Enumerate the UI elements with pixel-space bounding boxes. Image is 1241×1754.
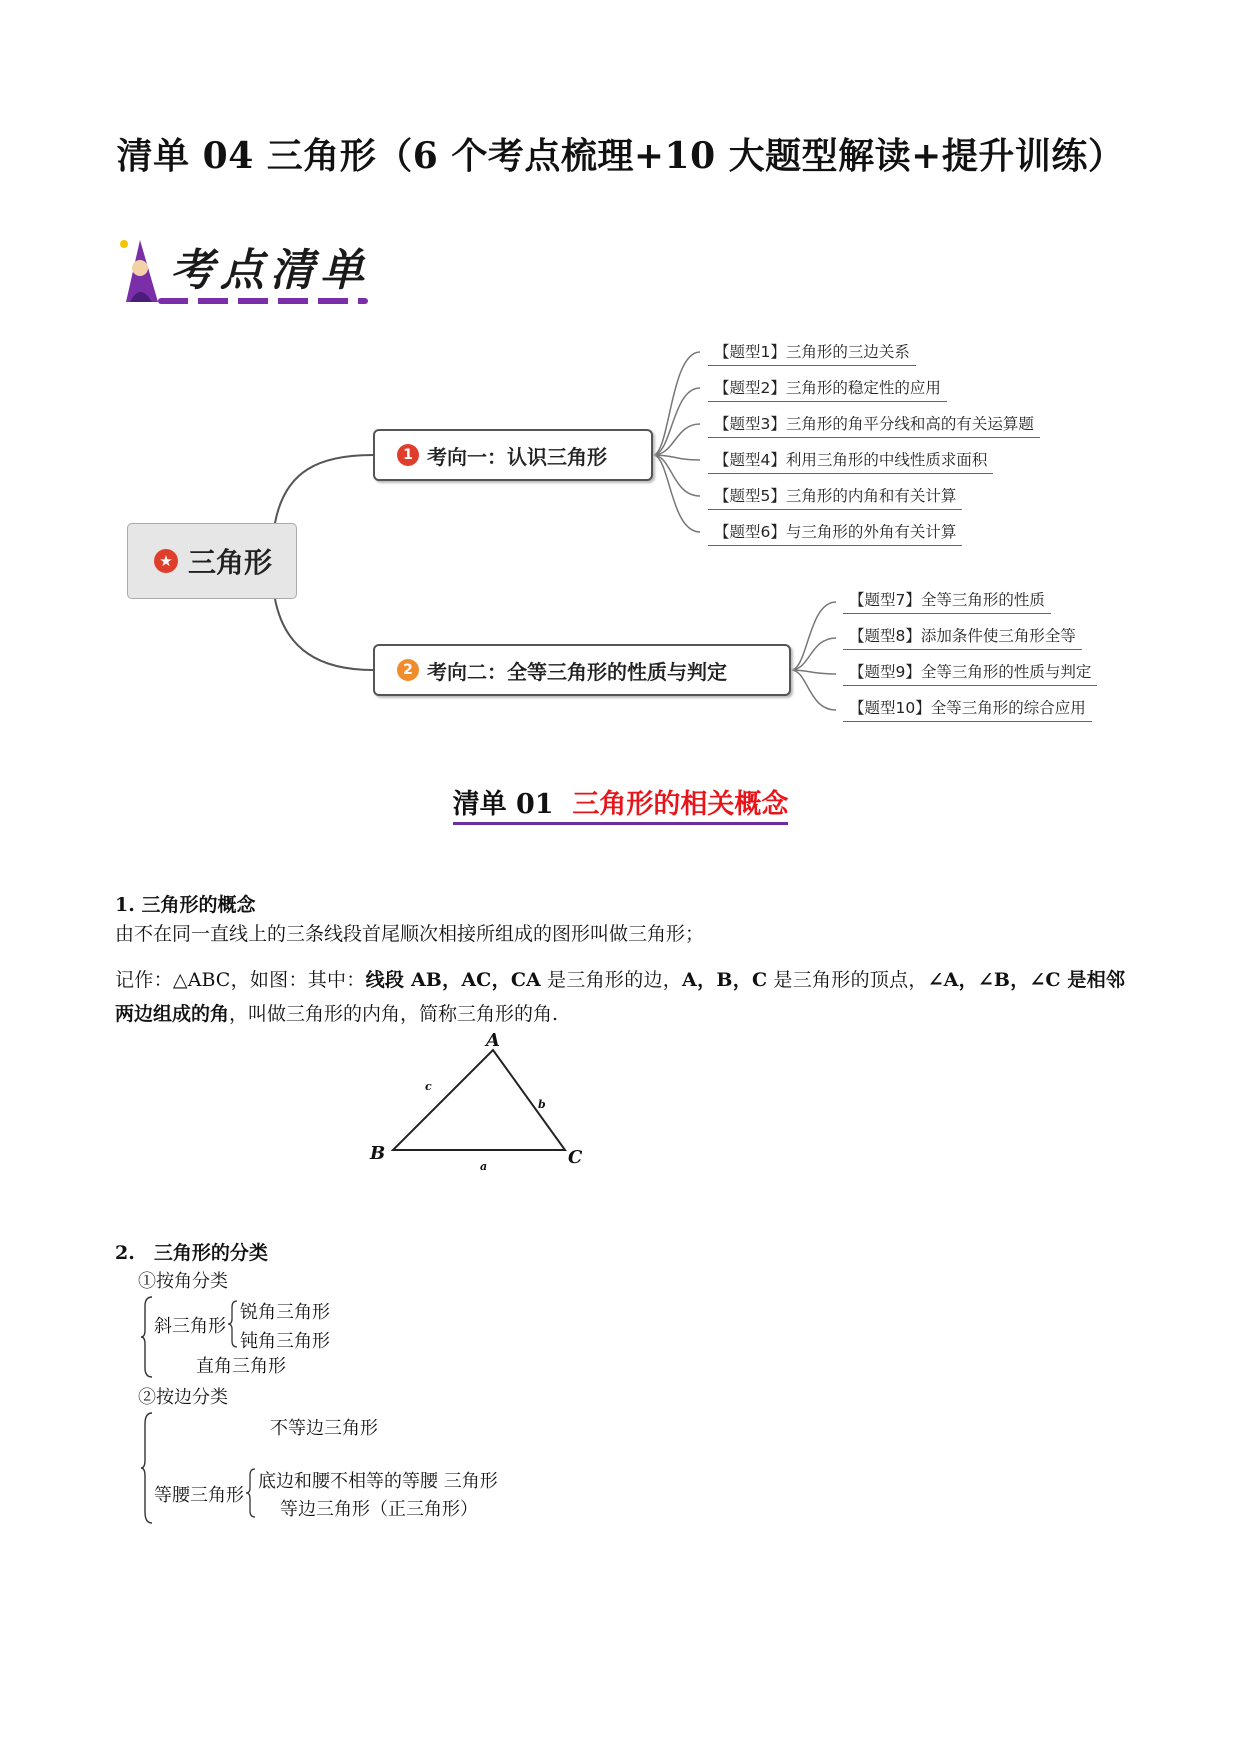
by-angle-label: ①按角分类: [138, 1271, 228, 1292]
brace-icon: [246, 1468, 256, 1518]
mindmap-leaf: 【题型1】三角形的三边关系: [708, 340, 916, 366]
mindmap-root-label: 三角形: [188, 546, 273, 579]
notation-text: 是三角形的顶点，: [767, 969, 928, 991]
section-number: 清单 01: [452, 789, 554, 820]
concept-heading: 1. 三角形的概念: [115, 894, 256, 916]
right-triangle: 直角三角形: [196, 1356, 286, 1377]
side-label-a: a: [480, 1160, 488, 1173]
section-title: 三角形的相关概念: [572, 789, 789, 820]
obtuse-triangle: 钝角三角形: [240, 1331, 330, 1352]
mindmap-leaf: 【题型9】全等三角形的性质与判定: [843, 660, 1097, 686]
notation-vertices: A，B，C: [682, 969, 768, 991]
mindmap-leaf: 【题型5】三角形的内角和有关计算: [708, 484, 962, 510]
number-badge-2: 2: [397, 659, 419, 681]
notation-text: 记作：△ABC，如图：其中：: [115, 969, 366, 991]
triangle-figure: [365, 1030, 605, 1175]
brace-icon: [141, 1412, 153, 1524]
classification-heading: 2. 三角形的分类: [115, 1242, 268, 1264]
concept-notation: [115, 963, 1125, 1031]
mindmap-root: [127, 523, 297, 599]
isosceles-non-equilateral: 底边和腰不相等的等腰 三角形: [258, 1471, 498, 1492]
scalene-triangle: 不等边三角形: [270, 1418, 378, 1439]
equilateral-triangle: 等边三角形（正三角形）: [280, 1499, 478, 1520]
star-icon: ★: [154, 549, 178, 573]
vertex-label-c: C: [568, 1147, 583, 1168]
notation-text: 是三角形的边，: [540, 969, 683, 991]
number-badge-1: 1: [397, 444, 419, 466]
mindmap-leaf: 【题型8】添加条件使三角形全等: [843, 624, 1082, 650]
page-title: 清单 04 三角形（6 个考点梳理+10 大题型解读+提升训练）: [116, 135, 1125, 177]
isosceles-triangle: 等腰三角形: [154, 1485, 244, 1506]
vertex-label-b: B: [370, 1143, 386, 1164]
vertex-label-a: A: [486, 1030, 500, 1051]
logo-text: 考点清单: [170, 245, 370, 296]
direction-label: 考向一：认识三角形: [427, 444, 607, 469]
notation-sides: 线段 AB，AC，CA: [365, 969, 541, 991]
oblique-triangle: 斜三角形: [154, 1316, 226, 1337]
mindmap-leaf: 【题型7】全等三角形的性质: [843, 588, 1051, 614]
acute-triangle: 锐角三角形: [240, 1302, 330, 1323]
concept-definition: 由不在同一直线上的三条线段首尾顺次相接所组成的图形叫做三角形；: [115, 923, 705, 945]
by-side-label: ②按边分类: [138, 1387, 228, 1408]
side-label-c: c: [425, 1080, 432, 1093]
mindmap-leaf: 【题型10】全等三角形的综合应用: [843, 696, 1092, 722]
section-heading: [0, 782, 1241, 825]
side-label-b: b: [538, 1098, 546, 1111]
notation-text: ，叫做三角形的内角，简称三角形的角.: [229, 1003, 559, 1025]
notation-angles: ∠A，∠B，∠C 是相邻两边组成的角: [115, 969, 1125, 1025]
brace-icon: [228, 1300, 238, 1348]
mindmap-leaf: 【题型6】与三角形的外角有关计算: [708, 520, 962, 546]
mindmap-direction-2: [373, 644, 791, 696]
direction-label: 考向二：全等三角形的性质与判定: [427, 659, 727, 684]
mindmap-leaf: 【题型4】利用三角形的中线性质求面积: [708, 448, 993, 474]
mindmap-leaf: 【题型2】三角形的稳定性的应用: [708, 376, 947, 402]
mindmap-leaf: 【题型3】三角形的角平分线和高的有关运算题: [708, 412, 1040, 438]
mindmap-direction-1: [373, 429, 653, 481]
brace-icon: [141, 1296, 153, 1378]
